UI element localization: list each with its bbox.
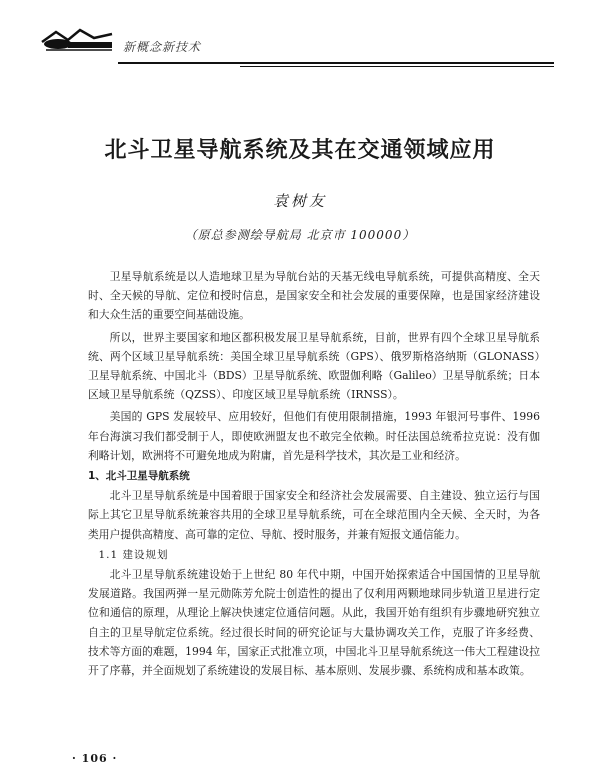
article-title: 北斗卫星导航系统及其在交通领域应用	[104, 138, 496, 163]
body-paragraph: 美国的 GPS 发展较早、应用较好，但他们有使用限制措施，1993 年银河号事件、1996 年台海演习我们都受制于人，即使欧洲盟友也不敢完全依赖。时任法国总统希拉克说：没有伽利略计划，欧洲将不可避免地成为附庸，首先是科学技术，其次是工业和经济。	[88, 410, 540, 462]
header-rule	[118, 62, 554, 64]
journal-logo-icon	[38, 22, 116, 56]
subsection-heading: 1.1 建设规划	[98, 548, 169, 561]
section-heading: 1、北斗卫星导航系统	[88, 470, 190, 483]
body-paragraph: 北斗卫星导航系统建设始于上世纪 80 年代中期，中国开始探索适合中国国情的卫星导航发展道路。我国两弹一星元勋陈芳允院士创造性的提出了仅利用两颗地球同步轨道卫星进行定位和通信的原理，从理论上解决快速定位通信问题。从此，我国开始有组织有步骤地研究独立自主的卫星导航定位系统。经过很长时间的研究论证与大量协调攻关工作，克服了许多经费、技术等方面的难题，1994 年，国家正式批准立项，中国北斗卫星导航系统这一伟大工程建设拉开了序幕，并全面规划了系统建设的发展目标、基本原则、发展步骤、系统构成和基本政策。	[88, 568, 540, 678]
page-number: · 106 ·	[72, 752, 118, 765]
page-header	[0, 0, 600, 70]
author-affiliation: （原总参测绘导航局 北京市 100000）	[184, 228, 416, 242]
body-paragraph: 北斗卫星导航系统是中国着眼于国家安全和经济社会发展需要、自主建设、独立运行与国际上其它卫星导航系统兼容共用的全球卫星导航系统，可在全球范围内全天候、全天时，为各类用户提供高精度、高可靠的定位、导航、授时服务，并兼有短报文通信能力。	[88, 489, 540, 541]
body-paragraph: 卫星导航系统是以人造地球卫星为导航台站的天基无线电导航系统，可提供高精度、全天时、全天候的导航、定位和授时信息，是国家安全和社会发展的重要保障，也是国家经济建设和大众生活的重要空间基础设施。	[88, 270, 540, 322]
body-paragraph: 所以，世界主要国家和地区都积极发展卫星导航系统，目前，世界有四个全球卫星导航系统、两个区域卫星导航系统：美国全球卫星导航系统（GPS）、俄罗斯格洛纳斯（GLONASS）卫星导航系统、中国北斗（BDS）卫星导航系统、欧盟伽利略（Galileo）卫星导航系统；日本区域卫星导航系统（QZSS）、印度区域卫星导航系统（IRNSS）。	[88, 330, 540, 402]
column-name: 新概念新技术	[123, 40, 202, 54]
article-body	[88, 267, 540, 680]
header-rule-thin	[240, 66, 554, 67]
article-author: 袁树友	[272, 192, 327, 210]
